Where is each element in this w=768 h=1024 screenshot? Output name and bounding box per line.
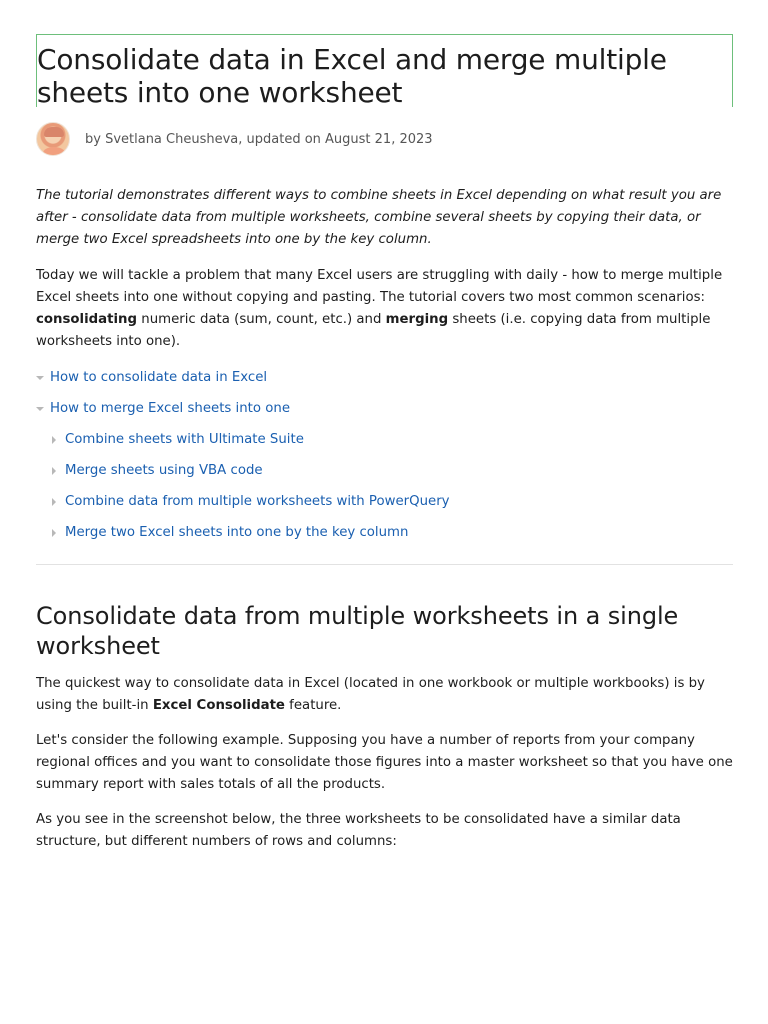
section-paragraph-1-bold: Excel Consolidate bbox=[152, 698, 285, 713]
intro-paragraph: The tutorial demonstrates different ways to combine sheets in Excel depending on what result you are after - consolidate data from multiple worksheets, combine several sheets by copying their data, or merge two Excel spreadsheets into one by the key column. bbox=[36, 188, 722, 247]
toc-subitem-vba bbox=[36, 460, 733, 482]
divider bbox=[36, 564, 733, 565]
caret-right-icon[interactable] bbox=[52, 529, 56, 537]
section-heading: Consolidate data from multiple worksheets in a single worksheet bbox=[36, 602, 679, 660]
section-paragraph-1-text-a: The quickest way to consolidate data in Excel (located in one workbook or multiple workbooks) is by using the built-in bbox=[36, 676, 705, 713]
section-paragraph-2: Let's consider the following example. Supposing you have a number of reports from your company regional offices and you want to consolidate those figures into a master worksheet so that you have one summary report with sales totals of all the products. bbox=[36, 733, 733, 792]
caret-right-icon[interactable] bbox=[52, 467, 56, 475]
page-title: Consolidate data in Excel and merge multiple sheets into one worksheet bbox=[37, 43, 667, 109]
section-paragraph-1 bbox=[36, 673, 733, 717]
toc-item-merge bbox=[36, 398, 733, 420]
paragraph-1-bold-consolidating: consolidating bbox=[36, 312, 138, 327]
paragraph-1-bold-merging: merging bbox=[385, 312, 449, 327]
caret-down-icon[interactable] bbox=[36, 376, 44, 380]
byline bbox=[36, 120, 733, 158]
caret-right-icon[interactable] bbox=[52, 498, 56, 506]
paragraph-1-text-c: sheets (i.e. copying data from multiple worksheets into one). bbox=[36, 312, 711, 349]
toc-link-powerquery[interactable]: Combine data from multiple worksheets with PowerQuery bbox=[65, 494, 450, 509]
section-paragraph-3: As you see in the screenshot below, the three worksheets to be consolidated have a similar data structure, but different numbers of rows and columns: bbox=[36, 812, 681, 849]
toc-link-ultimate-suite[interactable]: Combine sheets with Ultimate Suite bbox=[65, 432, 304, 447]
toc-subitem-powerquery bbox=[36, 491, 733, 513]
toc-link-merge[interactable]: How to merge Excel sheets into one bbox=[50, 401, 290, 416]
toc-item-consolidate bbox=[36, 367, 733, 389]
paragraph-1 bbox=[36, 265, 733, 353]
toc-link-vba[interactable]: Merge sheets using VBA code bbox=[65, 463, 263, 478]
toc-link-consolidate[interactable]: How to consolidate data in Excel bbox=[50, 370, 268, 385]
caret-right-icon[interactable] bbox=[52, 436, 56, 444]
author-avatar[interactable] bbox=[36, 122, 70, 156]
table-of-contents bbox=[36, 367, 733, 544]
toc-link-key-column[interactable]: Merge two Excel sheets into one by the key column bbox=[65, 525, 409, 540]
caret-down-icon[interactable] bbox=[36, 407, 44, 411]
paragraph-1-text-b: numeric data (sum, count, etc.) and bbox=[137, 312, 386, 327]
title-box bbox=[36, 34, 733, 107]
toc-subitem-key-column bbox=[36, 522, 733, 544]
section-paragraph-1-text-b: feature. bbox=[284, 698, 342, 713]
article bbox=[36, 34, 733, 853]
paragraph-1-text-a: Today we will tackle a problem that many Excel users are struggling with daily - how to merge multiple Excel sheets into one without copying and pasting. The tutorial covers two most common scenarios: bbox=[36, 268, 723, 305]
byline-text: by Svetlana Cheusheva, updated on August 21, 2023 bbox=[85, 131, 433, 147]
toc-subitem-ultimate-suite bbox=[36, 429, 733, 451]
